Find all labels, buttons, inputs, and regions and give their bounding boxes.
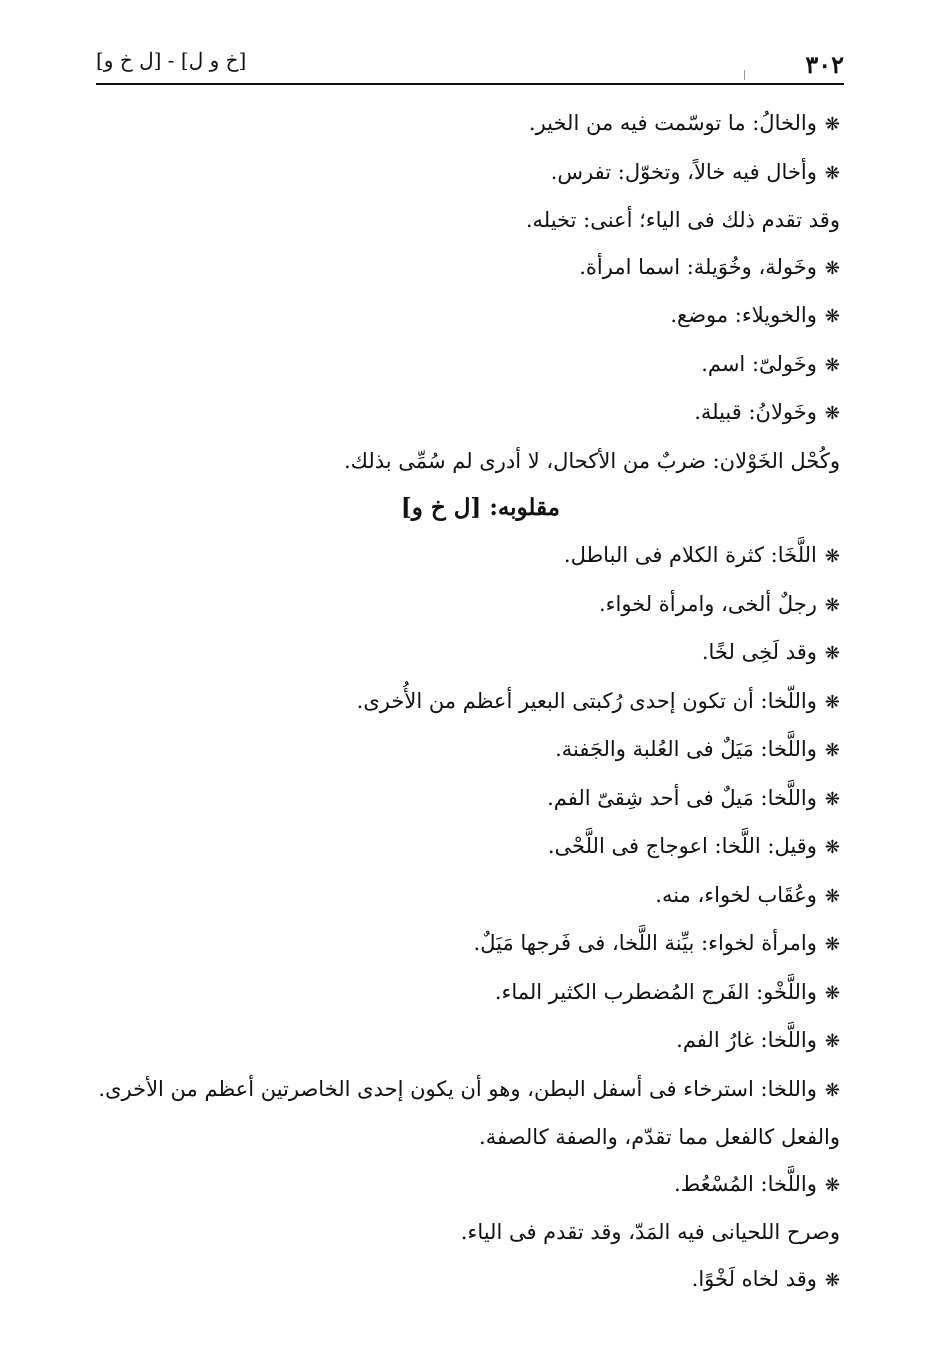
- line-text: وقد لَخِى لخًا.: [701, 640, 817, 664]
- line-text: وصرح اللحيانى فيه المَدّ، وقد تقدم فى الياء.: [460, 1220, 840, 1244]
- line-text: واللّخا: أن تكون إحدى رُكبتى البعير أعظم من الأُخرى.: [356, 688, 817, 713]
- entry-marker: ❋: [824, 643, 840, 664]
- section-heading: مقلوبه: [ل خ و]: [400, 494, 560, 521]
- entry-marker: ❋: [824, 354, 840, 376]
- text-line: [96, 629, 840, 678]
- line-text: وكُحْل الخَوْلان: ضربٌ من الأكحال، لا أدرى لم سُمِّى بذلك.: [343, 448, 840, 473]
- text-line: [96, 1161, 840, 1210]
- text-line: [96, 1066, 840, 1115]
- entry-marker: ❋: [824, 546, 840, 567]
- text-line: [96, 1209, 840, 1256]
- line-text: والفعل كالفعل مما تقدّم، والصفة كالصفة.: [479, 1125, 840, 1149]
- entry-marker: ❋: [824, 885, 840, 907]
- text-line: [96, 389, 840, 438]
- line-text: رجلٌ ألخى، وامرأة لخواء.: [598, 591, 817, 616]
- entry-marker: ❋: [824, 403, 840, 424]
- text-line: [96, 678, 840, 727]
- line-text: وخَولة، وخُوَيلة: اسما امرأة.: [579, 254, 817, 279]
- text-line: [96, 823, 840, 872]
- line-text: واللَّخا: غارُ الفم.: [676, 1028, 817, 1052]
- line-text: والخويلاء: موضع.: [670, 303, 817, 327]
- line-text: وخَولانُ: قبيلة.: [694, 400, 817, 424]
- entry-marker: ❋: [824, 114, 840, 135]
- line-text: واللَّخا: مَيلٌ فى أحد شِقىّ الفم.: [547, 785, 817, 810]
- text-line: [96, 1017, 840, 1066]
- entry-marker: ❋: [824, 1174, 840, 1196]
- line-text: وقيل: اللَّخا: اعوجاج فى اللَّحْى.: [547, 834, 817, 858]
- text-line: [96, 581, 840, 630]
- text-line: [96, 438, 840, 485]
- text-line: [96, 100, 840, 149]
- line-text: وعُقَاب لخواء، منه.: [655, 882, 817, 907]
- line-text: وأخال فيه خالاً، وتخوّل: تفرس.: [550, 159, 817, 184]
- entry-marker: ❋: [824, 162, 840, 184]
- entry-marker: ❋: [824, 740, 840, 761]
- line-text: والخالُ: ما توسّمت فيه من الخير.: [528, 111, 817, 135]
- line-text: وخَولىّ: اسم.: [701, 351, 817, 376]
- text-line: [96, 532, 840, 581]
- entry-marker: ❋: [824, 257, 840, 279]
- text-line: [96, 969, 840, 1018]
- entry-marker: ❋: [824, 1079, 840, 1101]
- entry-marker: ❋: [824, 1031, 840, 1052]
- header-rule: [96, 83, 844, 85]
- entries-lkhw: [96, 532, 840, 1304]
- running-head: [خ و ل] - [ل خ و]: [96, 48, 247, 72]
- margin-tick-mark: [744, 70, 745, 80]
- page-number: ٣٠٢: [805, 50, 844, 79]
- text-line: [96, 341, 840, 390]
- line-text: واللَّخا: مَيَلٌ فى العُلبة والجَفنة.: [555, 737, 817, 761]
- text-line: [96, 292, 840, 341]
- text-line: [96, 872, 840, 921]
- line-text: واللَّخا: المُسْعُط.: [674, 1171, 817, 1196]
- line-text: اللَّخَا: كثرة الكلام فى الباطل.: [563, 543, 817, 567]
- entry-marker: ❋: [824, 934, 840, 955]
- text-line: [96, 726, 840, 775]
- entry-marker: ❋: [824, 306, 840, 327]
- text-line: [96, 149, 840, 198]
- entries-khwl: [96, 100, 840, 484]
- text-line: [96, 1256, 840, 1305]
- entry-marker: ❋: [824, 837, 840, 858]
- page-header: [96, 46, 844, 82]
- line-text: وامرأة لخواء: بيِّنة اللَّخا، فى فَرجها مَيَلٌ.: [473, 931, 817, 955]
- line-text: وقد تقدم ذلك فى الياء؛ أعنى: تخيله.: [525, 208, 840, 232]
- text-line: [96, 920, 840, 969]
- line-text: واللخا: استرخاء فى أسفل البطن، وهو أن يكون إحدى الخاصرتين أعظم من الأخرى.: [98, 1076, 817, 1101]
- entry-marker: ❋: [824, 691, 840, 713]
- text-line: [96, 197, 840, 244]
- entry-marker: ❋: [824, 788, 840, 810]
- text-line: [96, 775, 840, 824]
- entry-marker: ❋: [824, 594, 840, 616]
- line-text: وقد لخاه لَخْوًا.: [691, 1266, 817, 1291]
- text-line: [96, 1114, 840, 1161]
- body-text: [96, 100, 840, 1304]
- entry-marker: ❋: [824, 982, 840, 1004]
- line-text: واللَّخْو: الفَرج المُضطرب الكثير الماء.: [494, 979, 817, 1004]
- entry-marker: ❋: [824, 1269, 840, 1291]
- text-line: [96, 244, 840, 293]
